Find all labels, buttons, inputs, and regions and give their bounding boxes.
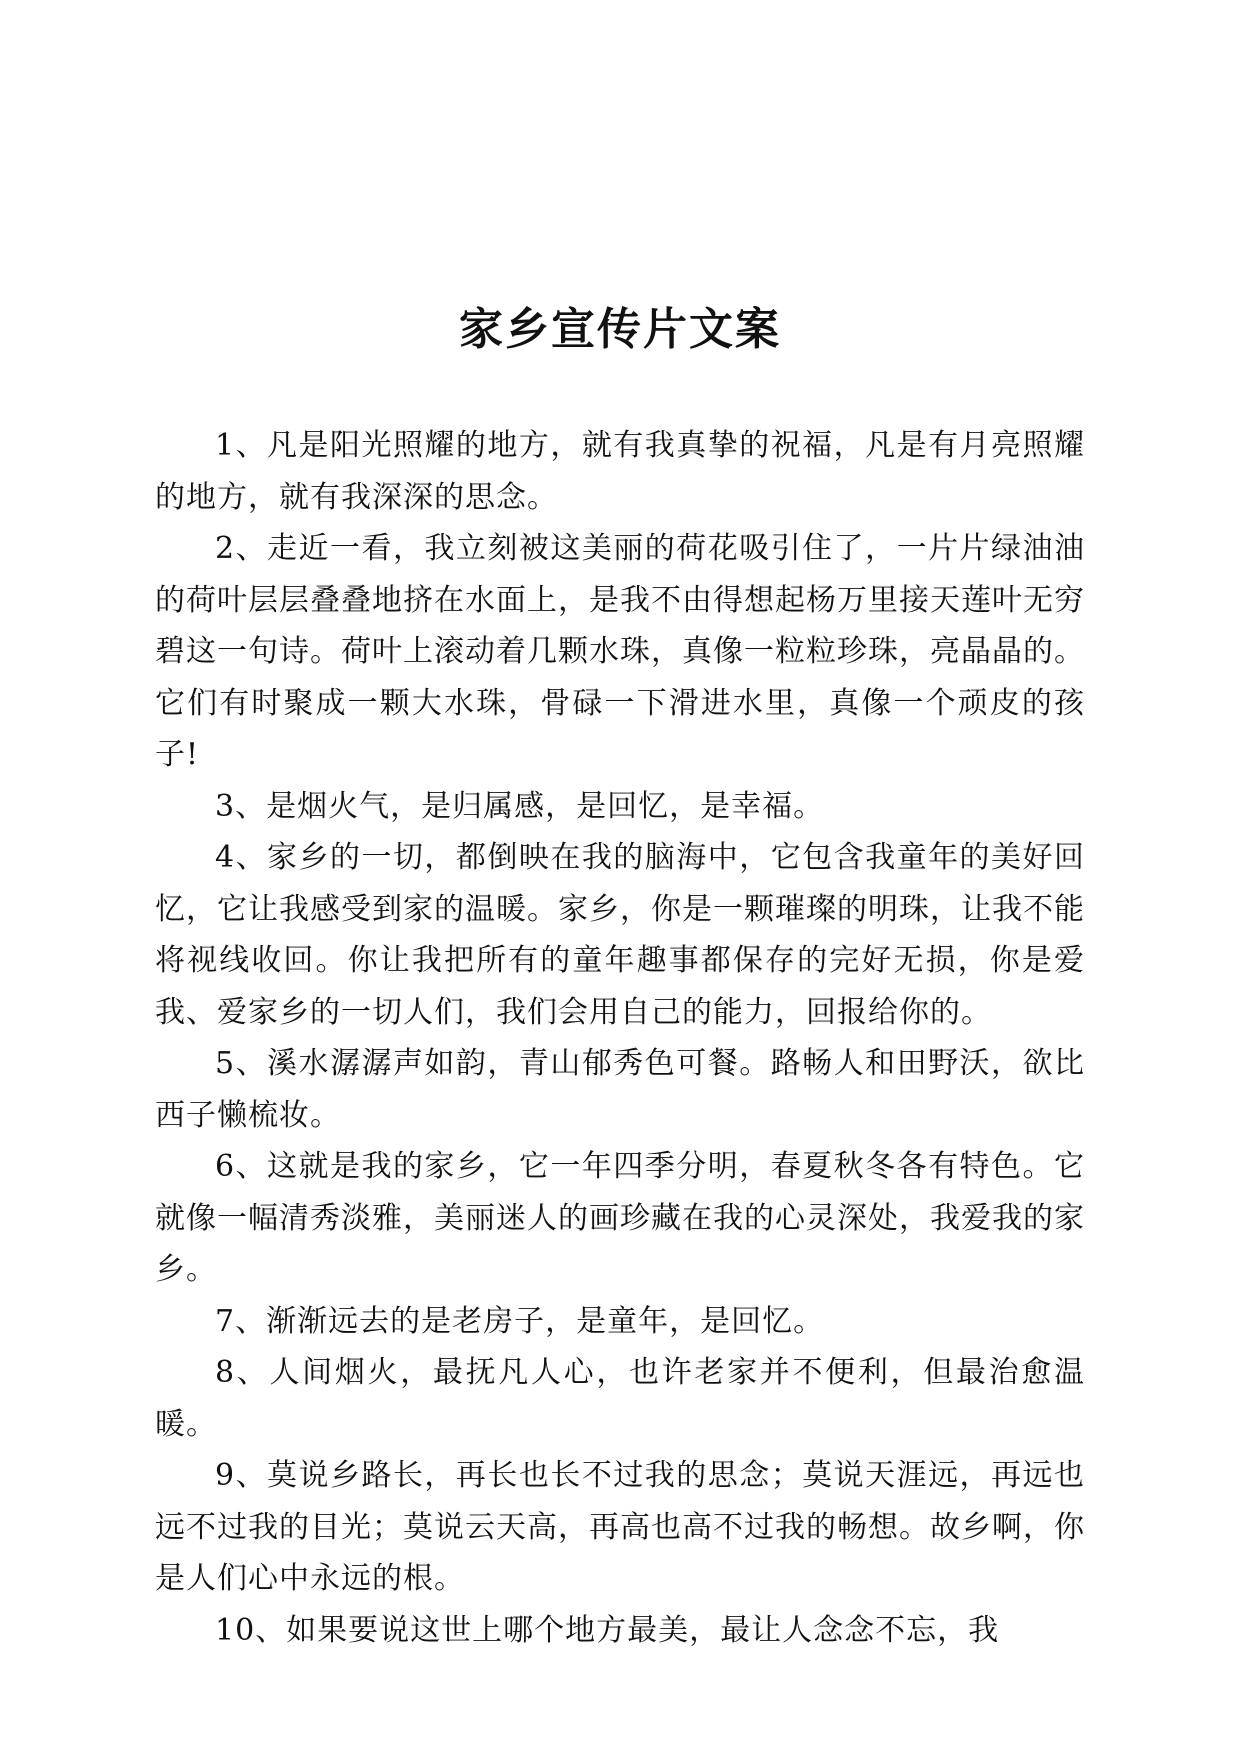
paragraph-6: 6、这就是我的家乡，它一年四季分明，春夏秋冬各有特色。它就像一幅清秀淡雅，美丽迷人的画珍藏在我的心灵深处，我爱我的家乡。	[155, 1149, 1085, 1287]
document-body	[155, 420, 1085, 1656]
paragraph-10: 10、如果要说这世上哪个地方最美，最让人念念不忘，我	[215, 1612, 1000, 1648]
paragraph-4: 4、家乡的一切，都倒映在我的脑海中，它包含我童年的美好回忆，它让我感受到家的温暖。家乡，你是一颗璀璨的明珠，让我不能将视线收回。你让我把所有的童年趣事都保存的完好无损，你是爱我、爱家乡的一切人们，我们会用自己的能力，回报给你的。	[155, 840, 1085, 1030]
paragraph-3: 3、是烟火气，是归属感，是回忆，是幸福。	[215, 788, 825, 824]
paragraph-9: 9、莫说乡路长，再长也长不过我的思念；莫说天涯远，再远也远不过我的目光；莫说云天高，再高也高不过我的畅想。故乡啊，你是人们心中永远的根。	[155, 1458, 1085, 1596]
paragraph-2: 2、走近一看，我立刻被这美丽的荷花吸引住了，一片片绿油油的荷叶层层叠叠地挤在水面上，是我不由得想起杨万里接天莲叶无穷碧这一句诗。荷叶上滚动着几颗水珠，真像一粒粒珍珠，亮晶晶的。它们有时聚成一颗大水珠，骨碌一下滑进水里，真像一个顽皮的孩子!	[155, 531, 1085, 772]
paragraph-8: 8、人间烟火，最抚凡人心，也许老家并不便利，但最治愈温暖。	[155, 1355, 1085, 1442]
paragraph-1: 1、凡是阳光照耀的地方，就有我真挚的祝福，凡是有月亮照耀的地方，就有我深深的思念。	[155, 428, 1085, 515]
document-title: 家乡宣传片文案	[459, 304, 781, 355]
paragraph-5: 5、溪水潺潺声如韵，青山郁秀色可餐。路畅人和田野沃，欲比西子懒梳妆。	[155, 1046, 1085, 1133]
paragraph-7: 7、渐渐远去的是老房子，是童年，是回忆。	[215, 1303, 825, 1339]
